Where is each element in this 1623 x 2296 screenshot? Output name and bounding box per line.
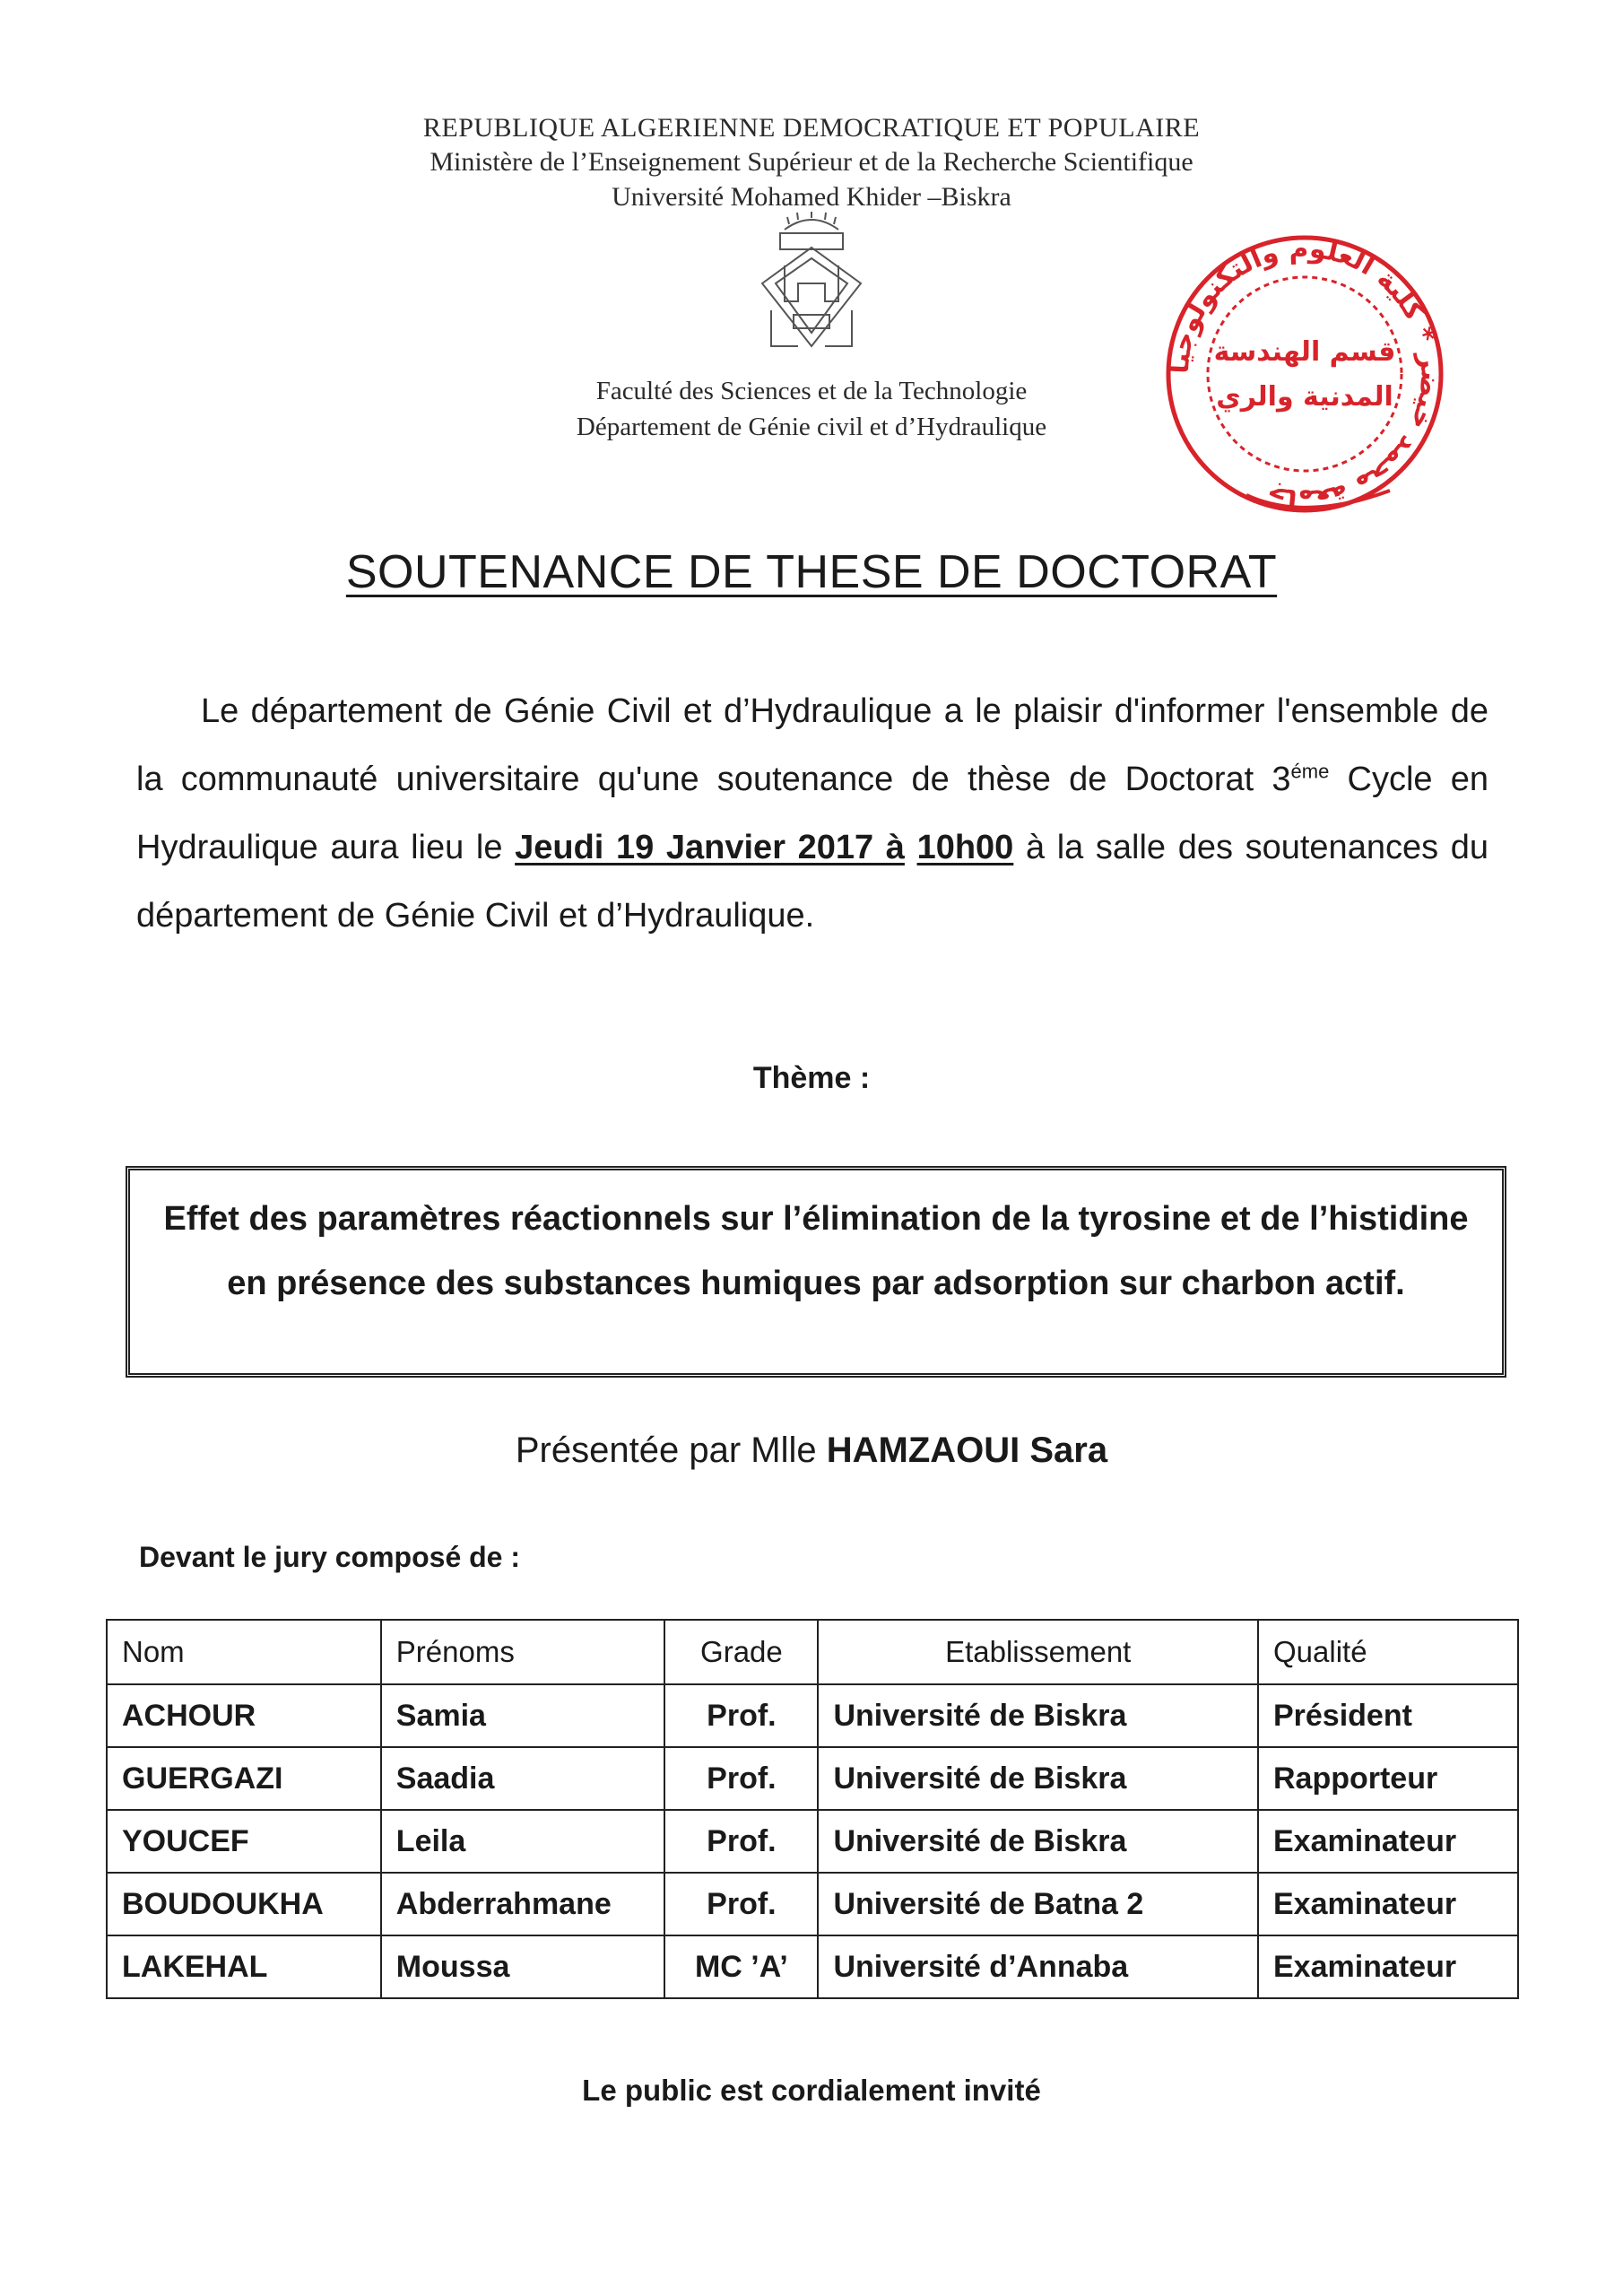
defense-date: Jeudi 19 Janvier 2017 à	[515, 829, 905, 866]
table-cell: Prof.	[664, 1810, 818, 1873]
theme-box	[126, 1166, 1506, 1378]
table-cell: Président	[1258, 1684, 1518, 1747]
header-country: REPUBLIQUE ALGERIENNE DEMOCRATIQUE ET POPULAIRE	[422, 113, 1201, 143]
paragraph-part4: à la salle des soutenances du département de Génie Civil et d’Hydraulique.	[136, 829, 1488, 935]
table-cell: Université d’Annaba	[818, 1935, 1258, 1998]
header-ministry: Ministère de l’Enseignement Supérieur et de la Recherche Scientifique	[430, 147, 1193, 177]
seal-outer-text: جامعة محمد خيضر * كلية العلوم والتكنولوجيا	[1163, 232, 1446, 516]
table-cell: LAKEHAL	[107, 1935, 381, 1998]
presenter-prefix: Présentée par Mlle	[515, 1431, 827, 1470]
announcement-text	[136, 677, 1488, 950]
table-row	[107, 1873, 1518, 1935]
table-cell: Prof.	[664, 1684, 818, 1747]
seal-inner-line2: المدنية والري	[1216, 381, 1393, 413]
table-cell: Rapporteur	[1258, 1747, 1518, 1810]
announcement-paragraph	[136, 677, 1488, 950]
theme-label: Thème :	[752, 1061, 871, 1095]
defense-time: 10h00	[916, 829, 1014, 866]
table-cell: Prof.	[664, 1747, 818, 1810]
table-header-row	[107, 1620, 1518, 1684]
table-cell: Samia	[381, 1684, 665, 1747]
table-cell: Université de Biskra	[818, 1747, 1258, 1810]
svg-text:جامعة محمد خيضر * كلية العلوم	[1164, 233, 1446, 515]
university-logo	[744, 212, 879, 364]
column-header: Prénoms	[381, 1620, 665, 1684]
department-seal-stamp	[1157, 226, 1453, 522]
table-row	[107, 1684, 1518, 1747]
header-university: Université Mohamed Khider –Biskra	[612, 182, 1011, 212]
table-cell: Examinateur	[1258, 1873, 1518, 1935]
table-cell: Moussa	[381, 1935, 665, 1998]
table-cell: Université de Biskra	[818, 1810, 1258, 1873]
column-header: Nom	[107, 1620, 381, 1684]
column-header: Etablissement	[818, 1620, 1258, 1684]
header-department: Département de Génie civil et d’Hydraulique	[576, 413, 1047, 441]
table-cell: ACHOUR	[107, 1684, 381, 1747]
paragraph-sup: éme	[1290, 760, 1330, 783]
jury-table	[106, 1619, 1519, 1999]
table-cell: MC ’A’	[664, 1935, 818, 1998]
jury-label: Devant le jury composé de :	[139, 1541, 521, 1573]
paragraph-part1: Le département de Génie Civil et d’Hydraulique a le plaisir d'informer l'ensemble de la communauté universitaire qu'une soutenance de thèse de Doctorat 3	[136, 692, 1488, 798]
table-cell: Examinateur	[1258, 1810, 1518, 1873]
presenter	[0, 1431, 1623, 1471]
table-cell: BOUDOUKHA	[107, 1873, 381, 1935]
table-cell: Université de Biskra	[818, 1684, 1258, 1747]
table-cell: Prof.	[664, 1873, 818, 1935]
table-cell: Abderrahmane	[381, 1873, 665, 1935]
table-cell: YOUCEF	[107, 1810, 381, 1873]
paragraph-part2: Cycle en Hydraulique aura lieu le	[136, 761, 1488, 866]
footer-invitation: Le public est cordialement invité	[582, 2074, 1041, 2107]
presenter-name: HAMZAOUI Sara	[826, 1431, 1108, 1470]
table-cell: Université de Batna 2	[818, 1873, 1258, 1935]
header-faculty: Faculté des Sciences et de la Technologie	[595, 377, 1028, 405]
table-row	[107, 1935, 1518, 1998]
theme-text: Effet des paramètres réactionnels sur l’élimination de la tyrosine et de l’histidine en présence des substances humiques par adsorption sur charbon actif.	[163, 1200, 1469, 1302]
page-title: SOUTENANCE DE THESE DE DOCTORAT	[345, 546, 1278, 598]
table-cell: Leila	[381, 1810, 665, 1873]
table-row	[107, 1747, 1518, 1810]
table-row	[107, 1810, 1518, 1873]
column-header: Qualité	[1258, 1620, 1518, 1684]
table-cell: Examinateur	[1258, 1935, 1518, 1998]
seal-inner-line1: قسم الهندسة	[1213, 336, 1396, 368]
paragraph-part3	[905, 829, 917, 866]
table-cell: Saadia	[381, 1747, 665, 1810]
table-cell: GUERGAZI	[107, 1747, 381, 1810]
column-header: Grade	[664, 1620, 818, 1684]
